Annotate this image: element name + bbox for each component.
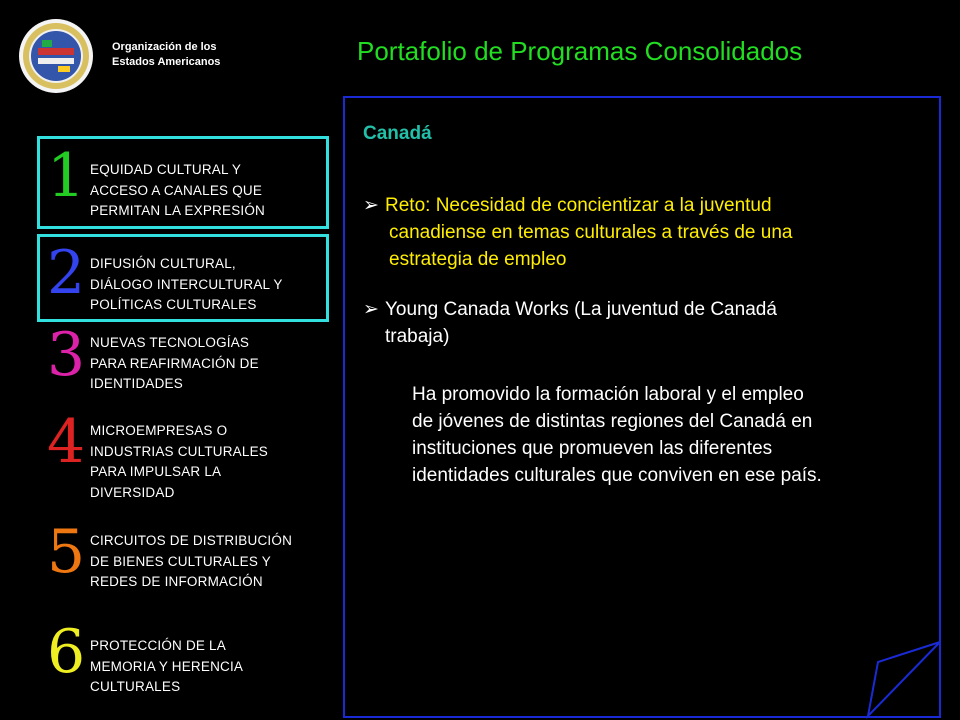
- program-6-label-line: MEMORIA Y HERENCIA: [90, 658, 244, 674]
- program-3-label-line: PARA REAFIRMACIÓN DE: [90, 355, 259, 371]
- program-1-label-line: ACCESO A CANALES QUE: [90, 182, 263, 198]
- program-2-number: 2: [47, 238, 86, 308]
- program-3-label-line: NUEVAS TECNOLOGÍAS: [90, 335, 250, 350]
- bullet-reto-line: Reto: Necesidad de concientizar a la juventud: [385, 195, 772, 216]
- page-title: Portafolio de Programas Consolidados: [357, 36, 803, 66]
- program-2-label: [90, 254, 283, 316]
- program-4-label-line: DIVERSIDAD: [90, 484, 175, 500]
- country-heading: Canadá: [363, 123, 432, 144]
- program-6-label-line: PROTECCIÓN DE LA: [90, 638, 226, 653]
- oas-logo: [18, 18, 94, 94]
- program-3-label-line: IDENTIDADES: [90, 376, 183, 391]
- arrow-bullet-icon: ➢: [363, 195, 379, 216]
- bullet-reto-line: estrategia de empleo: [389, 249, 567, 270]
- program-5-label-line: REDES DE INFORMACIÓN: [90, 574, 263, 589]
- bullet-ycw-line: trabaja): [385, 326, 450, 347]
- program-6-label: [90, 636, 243, 698]
- program-5-label-line: DE BIENES CULTURALES Y: [90, 553, 271, 569]
- bullet-ycw-line: Young Canada Works (La juventud de Canadá: [385, 299, 777, 320]
- page-curl-corner: [862, 640, 942, 720]
- organization-name-line1: Organización de los: [112, 41, 217, 53]
- program-6-number: 6: [47, 617, 86, 687]
- program-5-label: [90, 531, 292, 593]
- program-1-label: [90, 160, 265, 222]
- program-2-label-line: DIÁLOGO INTERCULTURAL Y: [90, 276, 283, 292]
- program-1-number: 1: [47, 141, 86, 211]
- bullet-reto: [363, 192, 792, 273]
- description-paragraph: [412, 381, 822, 489]
- organization-name: [112, 40, 220, 70]
- program-1-label-line: EQUIDAD CULTURAL Y: [90, 162, 242, 177]
- program-1-label-line: PERMITAN LA EXPRESIÓN: [90, 203, 265, 218]
- arrow-bullet-icon: ➢: [363, 299, 379, 320]
- paragraph-line: identidades culturales que conviven en ese país.: [412, 465, 822, 486]
- program-6-label-line: CULTURALES: [90, 679, 181, 694]
- program-5-number: 5: [47, 517, 86, 587]
- program-4-label-line: MICROEMPRESAS O: [90, 423, 228, 438]
- paragraph-line: Ha promovido la formación laboral y el empleo: [412, 384, 804, 405]
- bullet-reto-line: canadiense en temas culturales a través de una: [389, 222, 793, 243]
- program-4-label: [90, 421, 268, 503]
- program-2-label-line: DIFUSIÓN CULTURAL,: [90, 256, 236, 271]
- paragraph-line: instituciones que promueven las diferentes: [412, 438, 773, 459]
- program-3-label: [90, 333, 259, 395]
- program-2-label-line: POLÍTICAS CULTURALES: [90, 297, 257, 312]
- program-4-label-line: PARA IMPULSAR LA: [90, 464, 222, 479]
- bullet-young-canada-works: [363, 296, 777, 350]
- program-4-label-line: INDUSTRIAS CULTURALES: [90, 443, 268, 459]
- program-5-label-line: CIRCUITOS DE DISTRIBUCIÓN: [90, 533, 293, 548]
- paragraph-line: de jóvenes de distintas regiones del Canadá en: [412, 411, 813, 432]
- organization-name-line2: Estados Americanos: [112, 56, 221, 68]
- program-4-number: 4: [47, 407, 86, 477]
- program-3-number: 3: [47, 320, 86, 390]
